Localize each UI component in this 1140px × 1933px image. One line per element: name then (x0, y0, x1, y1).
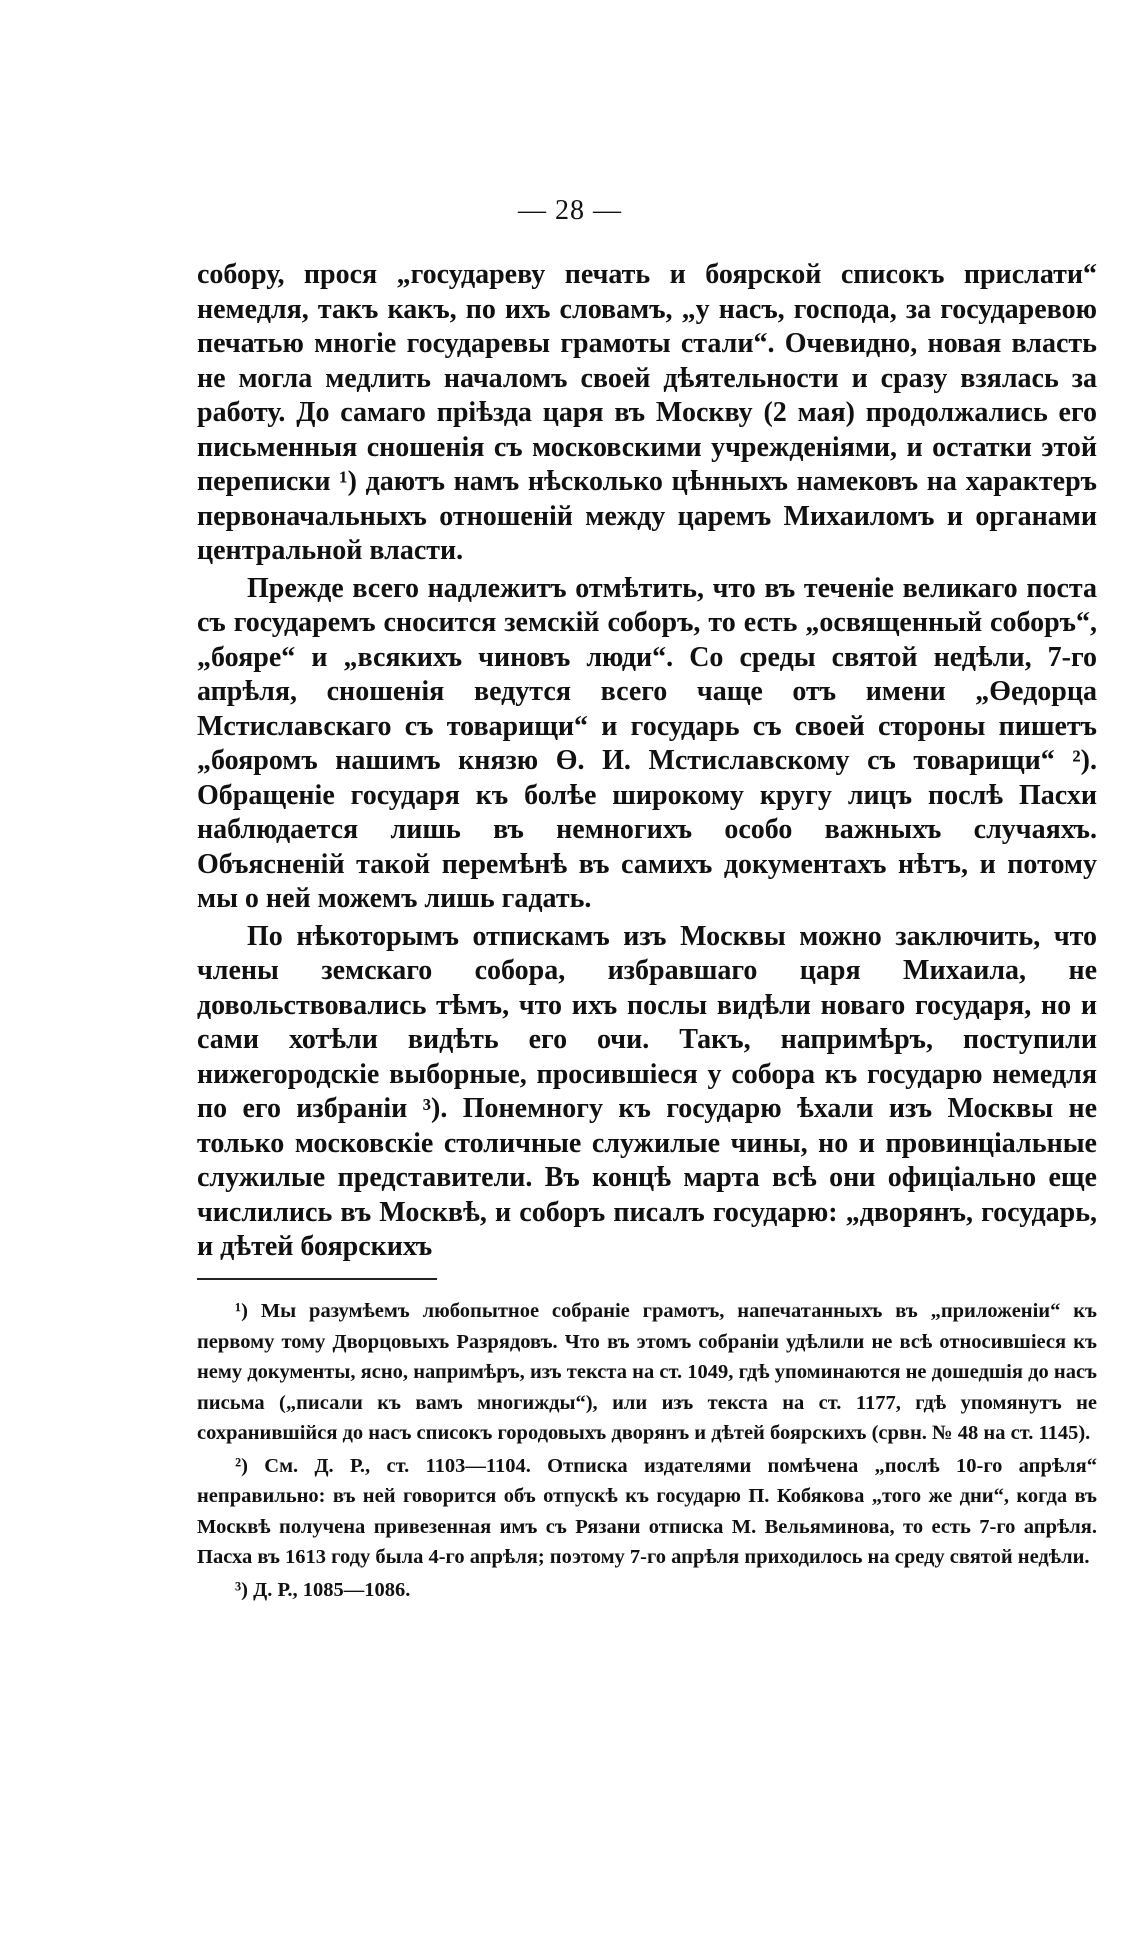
footnote-2: ²) См. Д. Р., ст. 1103—1104. Отписка издателями помѣчена „послѣ 10-го апрѣля“ неправильно: въ ней говорится объ отпускѣ къ государю П. Кобякова „того же дни“, когда въ Москвѣ получена привезенная имъ съ Рязани отписка М. Вельяминова, то есть 7-го апрѣля. Пасха въ 1613 году была 4-го апрѣля; поэтому 7-го апрѣля приходилось на среду святой недѣли. (197, 1454, 1097, 1568)
footnote-separator (197, 1278, 437, 1280)
footnote-3: ³) Д. Р., 1085—1086. (235, 1578, 411, 1601)
paragraph-1: собору, прося „государеву печать и боярской списокъ прислати“ немедля, такъ какъ, по ихъ словамъ, „у насъ, господа, за государевою печатью многіе государевы грамоты стали“. Очевидно, новая власть не могла медлить началомъ своей дѣятельности и сразу взялась за работу. До самаго пріѣзда царя въ Москву (2 мая) продолжались его письменныя сношенія съ московскими учрежденіями, и остатки этой переписки ¹) даютъ намъ нѣсколько цѣнныхъ намековъ на характеръ первоначальныхъ отношеній между царемъ Михаиломъ и органами центральной власти. (197, 259, 1097, 566)
page-number: — 28 — (518, 195, 622, 226)
body-text (197, 258, 1097, 1265)
footnotes (197, 1296, 1097, 1605)
paragraph-2: Прежде всего надлежитъ отмѣтить, что въ теченіе великаго поста съ государемъ сносится земскій соборъ, то есть „освященный соборъ“, „бояре“ и „всякихъ чиновъ люди“. Со среды святой недѣли, 7-го апрѣля, сношенія ведутся всего чаще отъ имени „Өедорца Мстиславскаго съ товарищи“ и государь съ своей стороны пишетъ „бояромъ нашимъ князю Ө. И. Мстиславскому съ товарищи“ ²). Обращеніе государя къ болѣе широкому кругу лицъ послѣ Пасхи наблюдается лишь въ немногихъ особо важныхъ случаяхъ. Объясненій такой перемѣнѣ въ самихъ документахъ нѣтъ, и потому мы о ней можемъ лишь гадать. (197, 572, 1097, 914)
paragraph-3: По нѣкоторымъ отпискамъ изъ Москвы можно заключить, что члены земскаго собора, избравшаго царя Михаила, не довольствовались тѣмъ, что ихъ послы видѣли новаго государя, но и сами хотѣли видѣть его очи. Такъ, напримѣръ, поступили нижегородскіе выборные, просившіеся у собора къ государю немедля по его избраніи ³). Понемногу къ государю ѣхали изъ Москвы не только московскіе столичные служилые чины, но и провинціальные служилые представители. Въ концѣ марта всѣ они офиціально еще числились въ Москвѣ, и соборъ писалъ государю: „дворянъ, государь, и дѣтей боярскихъ (197, 920, 1097, 1262)
footnote-1: ¹) Мы разумѣемъ любопытное собраніе грамотъ, напечатанныхъ въ „приложеніи“ къ первому тому Дворцовыхъ Разрядовъ. Что въ этомъ собраніи удѣлили не всѣ относившіеся къ нему документы, ясно, напримѣръ, изъ текста на ст. 1049, гдѣ упоминаются не дошедшія до насъ письма („писали къ вамъ многижды“), или изъ текста на ст. 1177, гдѣ упомянутъ не сохранившійся до насъ списокъ городовыхъ дворянъ и дѣтей боярскихъ (срвн. № 48 на ст. 1145). (197, 1300, 1097, 1444)
